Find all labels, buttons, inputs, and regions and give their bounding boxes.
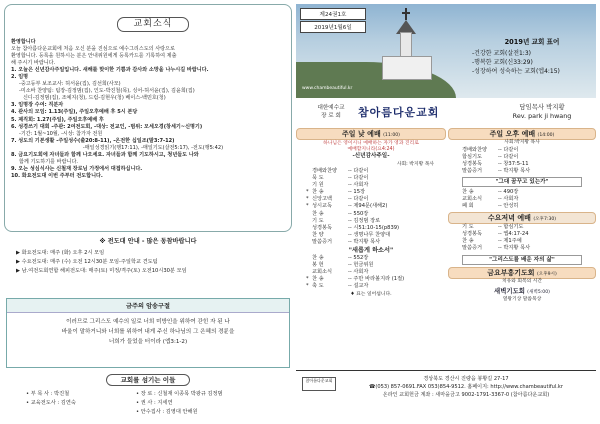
hill-shape [296,62,456,98]
order-row: 성경봉독 -- 시51:10-15(p839) [312,224,400,231]
news-line: 오늘 참아름다운교회에 처음 오신 분을 진심으로 예수그리스도의 사랑으로 [11,46,175,53]
dawn-prayer-sub: 열왕기상 말씀묵상 [502,297,542,303]
news-line: -중고등부 보조교사: 허서윤(집), 김선희(사모) [19,81,121,88]
order-row: * 축 도 -- 설교자 [306,283,369,290]
call-to-worship: 하나님은 영이시니 예배하는 자가 영과 진리로 예배할지니라(요4:24) [323,141,419,153]
friday-prayer-header: 금요부흥기도회 (오후9시) [448,267,596,279]
servant-row: • 부 목 사 : 박진철 [26,391,70,397]
right-page [296,4,596,420]
issue-number: 제24권1호 [300,8,366,20]
news-line: 함께 기도하기를 바랍니다. [19,158,78,165]
wednesday-service-header: 수요저녁 예배 (오후7:30) [448,212,596,224]
order-row: 교회소식 -- 사회자 [462,195,519,202]
afternoon-order-list [448,147,596,175]
order-row: 찬 송 -- 제1주예 [462,238,522,245]
notice-item: ▶ 수요전도대: 매주 (수) 오전 12시30분 모임-주일학교 견도팀 [16,259,158,265]
order-row: 경배와찬양 -- 다같이 [312,168,369,174]
order-row: 교회소식 -- 사회자 [312,269,369,276]
church-motto [472,38,592,76]
church-news-box [4,4,292,232]
order-row: 찬 송 -- 552장 [312,255,369,262]
servants-right [136,390,288,417]
sermon-title: "새롭게 하소서" [348,247,394,255]
order-row: 말씀증거 -- 박지황 목사 [462,167,531,174]
church-servants [6,374,290,420]
service-leader: 사회: 박지황 목사 [396,162,434,167]
news-line: 환영합니다. 등록을 원하시는 분은 안내위원에게 등록카드를 기록하여 제출 [11,53,177,60]
order-row: * 찬 송 -- 주만 바라볼지라 (1절) [306,276,405,283]
church-header [296,102,596,124]
evangelism-notice [10,236,286,290]
footer [296,370,596,420]
news-line: 10. 화요전도대 이번 주부터 전도합니다. [11,172,103,179]
motto-line: -행복한 교회(신33:29) [472,59,533,66]
order-row: 말씀증거 -- 박지황 목사 [462,245,531,252]
notice-item: ▶ 화요전도대: 매주 (화) 오후 2시 모임 [16,250,105,256]
news-line: 6. 성경쓰기 대회 -주관: 2여전도회, -대상: 전교인, -범위: 모세오경(창세기~신명기) [11,123,203,130]
banner-image [296,4,596,98]
morning-order-list-2 [296,255,446,290]
other-services [448,128,596,304]
friday-prayer-sub: 치유와 회복의 시간 [501,278,543,284]
church-news-title: 교회소식 [117,17,189,32]
news-line: 2. 임명 [11,74,29,81]
order-row: 찬 송 -- 550장 [312,210,369,217]
notice-item: ▶ 남.여전도회연합 해피전도대: 매주(토) 미정/격주(토) 오전10시30분 모임 [16,268,187,274]
afternoon-sermon-title: "그대 꿈꾸고 있는가" [462,177,582,187]
motto-line: -성장하여 성숙하는 교회(엡4:15) [472,68,560,75]
verse-line: 이러므로 그리스도 예수의 일로 너희 미방인을 위하여 갇힌 자 된 나 [66,319,230,325]
order-row: 합심기도 -- 다같이 [462,153,519,160]
standing-note: ♦ 표는 일어섭니다. [350,291,392,297]
evangelism-notice-title: ※ 전도대 안내 - 많은 동참바랍니다 [99,238,197,245]
address: 경상북도 경산시 진량읍 봉황길 27-17 [423,376,509,382]
wednesday-sermon-title: "그리스도를 배운 자의 삶" [462,255,582,265]
order-row: 찬 송 -- 490장 [462,188,519,195]
left-page [4,4,292,420]
news-line: -미소바 찬양팀: 팀장-김정범(집), 인도-박진철(목), 싱어-허서윤(집), 김윤희(집) [19,88,195,95]
denomination: 대한예수교 장 로 회 [317,105,345,119]
servants-left [26,390,136,408]
order-row: 성경봉독 -- 엡4:17-24 [462,231,529,238]
afternoon-leader: 사회:박지황 목사 [504,140,540,145]
dawn-prayer-header: 새벽기도회 (새벽5:00) [494,287,550,296]
church-name: 참아름다운교회 [358,106,440,119]
order-row: * 성시교독 -- 제94문(새해2) [306,203,388,210]
news-line: 5. 제직회: 1.27(주일), 주일오후예배 후 [11,116,104,123]
order-row: * 신앙고백 -- 다같이 [306,196,369,203]
news-line: -기간: 1월~10월, -시상: 참가자 전원 [19,130,103,137]
news-line: 4. 관사의 모임: 1.13(주일), 주일오후예배 후 5시 본당 [11,109,138,116]
servant-row: • 교육전도사 : 김연숙 [26,400,76,406]
news-line: 환영합니다 [11,39,36,45]
order-row: 기 원 -- 사회자 [312,182,369,189]
morning-service-header: 주일 낮 예배 (11:00) [296,128,446,140]
sunday-morning-service [296,128,446,298]
church-logo: 참아름다운교회 [302,377,336,391]
senior-pastor: 담임목사 박지황 Rev. park ji hwang [512,103,572,120]
order-row: * 찬 송 -- 15장 [306,189,366,196]
banner-url: www.chambeautiful.kr [302,86,353,91]
order-row: 경배와찬양 -- 다같이 [462,146,519,153]
afternoon-service-header: 주일 오후 예배 (14:00) [448,128,596,140]
servant-row: • 권 사 : 지세연 [136,400,173,406]
memory-verse-text [7,313,289,347]
phone-homepage: ☎(053) 857-0691.FAX 053)854-9512. 홈페이지: http://www.chambeautiful.kr [369,384,563,390]
bank-account: 온라인 교회헌금 계좌 : 새마을금고 9002-1791-3367-0 (참아름다운교회) [382,392,550,398]
morning-order-list [296,168,446,246]
issue-date: 2019년1월6일 [300,21,366,33]
issue-info [300,8,366,34]
order-row: 성경봉독 -- 창37:5-11 [462,160,529,167]
news-line: 1. 오늘은 신년감사주일입니다. 새해를 맞이한 기쁨과 감사와 소망을 나누시길 바랍니다. [11,67,209,74]
news-line: 신디-김정범(집), 조예지(청), 드럼-김현우(청) 베이스-백민호(청) [23,95,166,102]
order-row: 찬 양 -- 생명나무 찬양대 [312,231,391,238]
afternoon-order-list-2 [448,189,596,210]
order-row: 봉 헌 -- 헌금위원 [312,262,374,269]
church-servants-title: 교회를 섬기는 이들 [106,374,190,386]
order-row: 폐 회 -- 안성히 [462,203,519,210]
order-row: 묵 도 -- 다같이 [312,175,369,182]
memory-verse-box [6,298,290,368]
order-row: 기 도 -- 합심기도 [462,224,524,231]
news-line: 7. 성도의 기본생활 -주일성수(출20:8-11), -온전한 십일조(말3:7-12) [11,137,175,144]
verse-line: 너희가 들었을 터이라 (엡3:1-2) [108,339,188,345]
news-line: 8. 금요기도회에 자녀들과 함께 나오세요. 자녀들과 함께 기도하시고, 청년들도 나와 [11,151,199,158]
motto-title: 2019년 교회 표어 [504,38,560,46]
news-line: 9. 오는 성심식사는 신철재 장로님 가정에서 대접하십니다. [11,165,143,172]
verse-line: 바울이 말하거니와 너희를 위하여 내게 주신 하나님의 그 은혜의 경륜을 [61,329,235,335]
motto-line: -건강한 교회(살전1:3) [472,50,531,57]
news-line: -매일성경읽기(행17:11), -매일기도(살전5:17), -전도(행5:42) [82,144,224,151]
church-news-body [11,39,287,180]
order-row: 말씀증거 -- 박지황 목사 [312,238,381,245]
service-theme: -신년감사주일- [352,153,390,160]
news-line: 해 주시기 바랍니다. [11,60,56,67]
servant-row: • 장 로 : 신철재 이종목 박광규 김정범 [136,391,223,397]
servant-row: • 안수집사 : 김영대 안해원 [136,409,198,415]
wednesday-order-list [448,224,596,252]
memory-verse-title: 금주의 암송구절 [7,299,289,313]
contact-info [340,375,592,399]
order-row: 기 도 -- 김정범 장로 [312,217,381,224]
church-building-icon [382,22,432,82]
news-line: 3. 임명장 수여: 직분자 [11,102,64,109]
